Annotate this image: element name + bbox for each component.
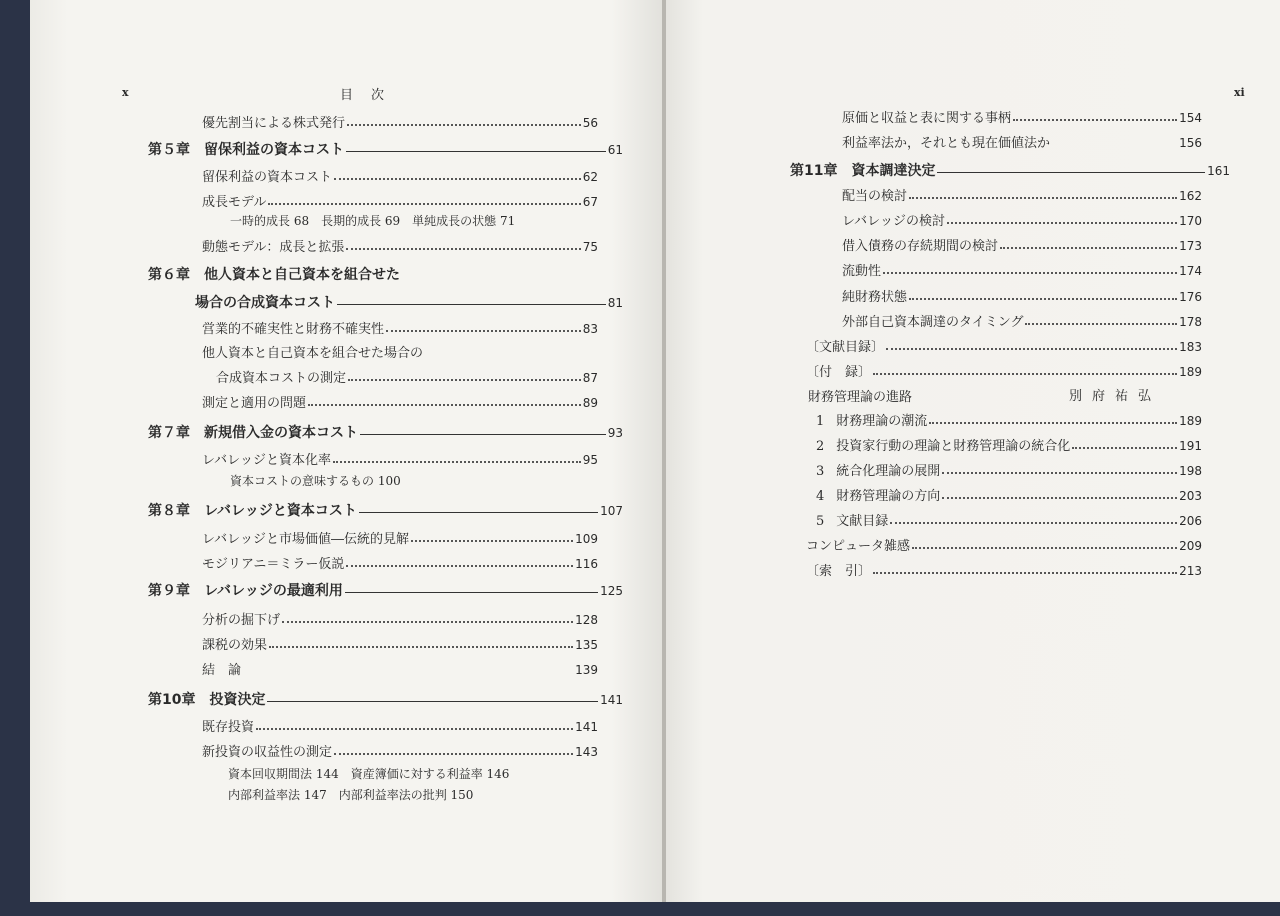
book-spread — [30, 0, 1280, 900]
chapter-title: 資本調達決定 — [851, 163, 936, 179]
entry-title: 〔付 録〕 — [806, 365, 872, 380]
entry-page: 81 — [607, 296, 623, 310]
toc-entry — [806, 361, 1202, 380]
chapter-title: 留保利益の資本コスト — [204, 142, 344, 158]
entry-title: モジリアニ＝ミラー仮説 — [202, 557, 345, 572]
entry-page: 141 — [575, 720, 598, 734]
entry-page: 107 — [600, 504, 623, 518]
toc-chapter — [148, 500, 623, 520]
chapter-label: 第７章 — [148, 425, 190, 441]
chapter-label: 第５章 — [148, 142, 190, 158]
entry-title: 既存投資 — [202, 720, 255, 735]
entry-page: 156 — [1179, 136, 1202, 150]
chapter-label: 第11章 — [790, 163, 838, 179]
entry-title: 原価と収益と表に関する事柄 — [842, 111, 1012, 126]
entry-title: 成長モデル — [202, 195, 267, 210]
entry-title: 〔索 引〕 — [806, 564, 872, 579]
entry-title: 新投資の収益性の測定 — [202, 745, 333, 760]
chapter-title: レバレッジと資本コスト — [204, 503, 357, 519]
entry-title: レバレッジの検討 — [842, 214, 945, 229]
chapter-label: 第６章 — [148, 267, 190, 283]
entry-page: 189 — [1179, 414, 1202, 428]
toc-entry — [202, 449, 598, 468]
toc-chapter-head — [148, 264, 400, 284]
toc-entry — [202, 659, 598, 678]
entry-page: 154 — [1179, 111, 1202, 125]
left-page — [30, 0, 662, 902]
entry-title: 統合化理論の展開 — [836, 464, 941, 479]
entry-title: 財務管理論の方向 — [836, 489, 941, 504]
chapter-title: 場合の合成資本コスト — [195, 295, 335, 311]
toc-chapter — [148, 422, 623, 442]
running-head: 目次 — [340, 88, 403, 103]
entry-page: 162 — [1179, 189, 1202, 203]
entry-number: 2 — [816, 439, 825, 454]
entry-page: 125 — [600, 584, 623, 598]
entry-page: 174 — [1179, 264, 1202, 278]
toc-entry — [842, 107, 1202, 126]
entry-number: 1 — [816, 414, 825, 429]
toc-entry — [806, 535, 1202, 554]
toc-chapter — [148, 689, 623, 709]
entry-page: 209 — [1179, 539, 1202, 553]
entry-title: 純財務状態 — [842, 290, 908, 305]
entry-page: 95 — [582, 453, 598, 467]
entry-title: 動態モデル：成長と拡張 — [202, 240, 345, 255]
entry-page: 67 — [582, 195, 598, 209]
toc-entry — [842, 286, 1202, 305]
toc-entry — [202, 553, 598, 572]
toc-entry — [202, 392, 598, 411]
entry-title: 利益率法か，それとも現在価値法か — [842, 136, 1051, 151]
appendix-author: 別府祐弘 — [1069, 389, 1162, 404]
toc-chapter — [195, 292, 623, 312]
entry-page: 178 — [1179, 315, 1202, 329]
entry-page: 135 — [575, 638, 598, 652]
entry-page: 203 — [1179, 489, 1202, 503]
entry-page: 128 — [575, 613, 598, 627]
entry-title: 結 論 — [202, 663, 242, 678]
entry-title: 営業的不確実性と財務不確実性 — [202, 322, 385, 337]
entry-title: 留保利益の資本コスト — [202, 170, 333, 185]
toc-entry — [816, 460, 1202, 479]
toc-entry — [202, 716, 598, 735]
entry-title: 財務理論の潮流 — [836, 414, 928, 429]
chapter-label: 第８章 — [148, 503, 190, 519]
toc-entry — [202, 318, 598, 337]
entry-page: 83 — [582, 322, 598, 336]
toc-entry — [816, 510, 1202, 529]
toc-chapter — [790, 160, 1230, 180]
toc-entry — [842, 210, 1202, 229]
toc-entry — [842, 132, 1202, 151]
toc-entry-head: 他人資本と自己資本を組合せた場合の — [202, 346, 424, 361]
entry-title: 借入債務の存続期間の検討 — [842, 239, 999, 254]
entry-page: 89 — [582, 396, 598, 410]
entry-page: 143 — [575, 745, 598, 759]
entry-page: 75 — [582, 240, 598, 254]
right-folio: xi — [1234, 86, 1245, 99]
toc-subentries: 一時的成長 68 長期的成長 69 単純成長の状態 71 — [230, 214, 516, 228]
chapter-title: 新規借入金の資本コスト — [204, 425, 358, 441]
toc-entry — [816, 485, 1202, 504]
toc-subentries: 内部利益率法 147 内部利益率法の批判 150 — [228, 788, 474, 802]
entry-page: 183 — [1179, 340, 1202, 354]
entry-page: 56 — [582, 116, 598, 130]
entry-title: レバレッジと市場価値―伝統的見解 — [202, 532, 409, 547]
toc-subentries: 資本コストの意味するもの 100 — [230, 474, 401, 488]
appendix-heading: 財務管理論の進路 — [808, 390, 913, 405]
chapter-title: 投資決定 — [209, 692, 266, 708]
entry-page: 189 — [1179, 365, 1202, 379]
entry-number: 3 — [816, 464, 825, 479]
toc-entry — [202, 528, 598, 547]
entry-page: 198 — [1179, 464, 1202, 478]
entry-page: 191 — [1179, 439, 1202, 453]
toc-entry — [202, 609, 598, 628]
toc-chapter — [148, 580, 623, 600]
entry-page: 173 — [1179, 239, 1202, 253]
entry-title: 測定と適用の問題 — [202, 396, 307, 411]
entry-title: コンピュータ雑感 — [806, 539, 911, 554]
entry-page: 176 — [1179, 290, 1202, 304]
entry-title: 文献目録 — [836, 514, 889, 529]
chapter-title: レバレッジの最適利用 — [204, 583, 343, 599]
toc-entry — [842, 311, 1202, 330]
toc-entry — [216, 367, 598, 386]
chapter-label: 第10章 — [148, 692, 196, 708]
chapter-title: 他人資本と自己資本を組合せた — [204, 267, 400, 283]
toc-entry — [202, 166, 598, 185]
entry-page: 93 — [607, 426, 623, 440]
entry-title: 優先割当による株式発行 — [202, 116, 346, 131]
entry-page: 109 — [575, 532, 598, 546]
toc-entry — [816, 435, 1202, 454]
entry-page: 87 — [582, 371, 598, 385]
entry-page: 62 — [582, 170, 598, 184]
entry-title: 流動性 — [842, 264, 882, 279]
left-folio: x — [122, 86, 129, 99]
entry-title: 〔文献目録〕 — [806, 340, 885, 355]
entry-title: 合成資本コストの測定 — [216, 371, 347, 386]
entry-title: 課税の効果 — [202, 638, 268, 653]
toc-entry — [202, 191, 598, 210]
right-page — [666, 0, 1280, 902]
toc-subentries: 資本回収期間法 144 資産簿価に対する利益率 146 — [228, 767, 510, 781]
entry-title: 分析の掘下げ — [202, 613, 281, 628]
entry-title: 配当の検討 — [842, 189, 908, 204]
entry-page: 61 — [607, 143, 623, 157]
toc-chapter — [148, 139, 623, 159]
toc-entry — [202, 236, 598, 255]
entry-title: 投資家行動の理論と財務管理論の統合化 — [836, 439, 1071, 454]
toc-entry — [842, 185, 1202, 204]
toc-entry — [806, 336, 1202, 355]
entry-page: 170 — [1179, 214, 1202, 228]
toc-entry — [202, 634, 598, 653]
entry-number: 5 — [816, 514, 825, 529]
entry-page: 141 — [600, 693, 623, 707]
entry-page: 213 — [1179, 564, 1202, 578]
toc-entry — [842, 235, 1202, 254]
entry-page: 161 — [1207, 164, 1230, 178]
chapter-label: 第９章 — [148, 583, 190, 599]
entry-page: 139 — [575, 663, 598, 677]
toc-entry — [806, 560, 1202, 579]
toc-entry — [202, 112, 598, 131]
entry-page: 206 — [1179, 514, 1202, 528]
toc-entry — [816, 410, 1202, 429]
toc-entry — [842, 260, 1202, 279]
entry-title: レバレッジと資本化率 — [202, 453, 331, 468]
entry-title: 外部自己資本調達のタイミング — [842, 315, 1024, 330]
entry-page: 116 — [575, 557, 598, 571]
toc-entry — [202, 741, 598, 760]
entry-number: 4 — [816, 489, 825, 504]
